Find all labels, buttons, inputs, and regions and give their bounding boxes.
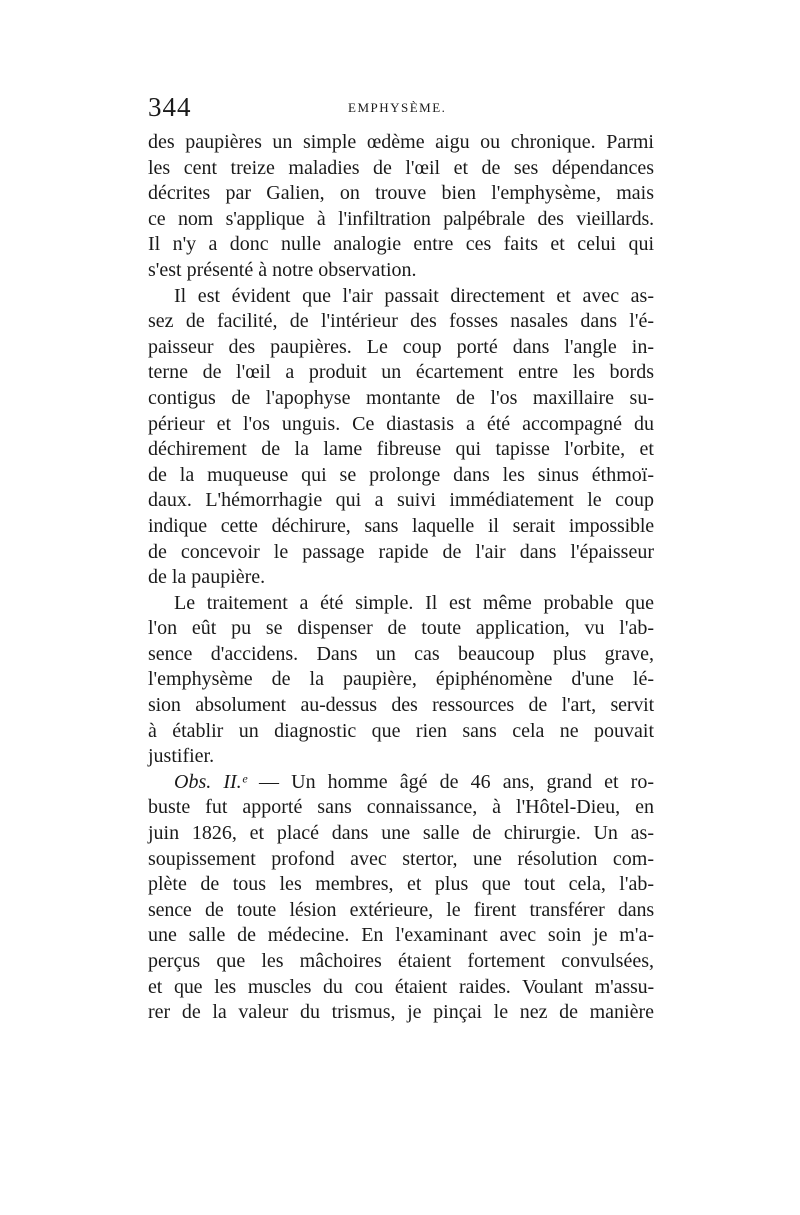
- text-line: de la paupière.: [148, 566, 266, 589]
- text-line: sence de toute lésion extérieure, le firent transférer dans: [148, 898, 654, 921]
- text-line: terne de l'œil a produit un écartement entre les bords: [148, 361, 654, 384]
- text-line: de concevoir le passage rapide de l'air dans l'épaisseur: [148, 540, 654, 563]
- text-line: Il est évident que l'air passait directement et avec as-: [174, 284, 654, 307]
- text-line: [148, 770, 654, 796]
- text-line: l'on eût pu se dispenser de toute application, vu l'ab-: [148, 617, 654, 640]
- text-line: décrites par Galien, on trouve bien l'emphysème, mais: [148, 182, 654, 205]
- text-line: Le traitement a été simple. Il est même probable que: [174, 591, 654, 614]
- page-header: [148, 92, 658, 122]
- text-line: justifier.: [148, 745, 215, 768]
- observation-text: — Un homme âgé de 46 ans, grand et ro-: [259, 770, 655, 793]
- text-line: buste fut apporté sans connaissance, à l'Hôtel-Dieu, en: [148, 796, 654, 819]
- text-line: plète de tous les membres, et plus que tout cela, l'ab-: [148, 873, 654, 896]
- text-line: paisseur des paupières. Le coup porté dans l'angle in-: [148, 335, 654, 358]
- text-line: Il n'y a donc nulle analogie entre ces faits et celui qui: [148, 233, 654, 256]
- text-line: l'emphysème de la paupière, épiphénomène d'une lé-: [148, 668, 654, 691]
- running-head: EMPHYSÈME.: [348, 100, 447, 115]
- text-line: à établir un diagnostic que rien sans cela ne pouvait: [148, 719, 654, 742]
- text-line: des paupières un simple œdème aigu ou chronique. Parmi: [148, 131, 654, 153]
- text-line: rer de la valeur du trismus, je pinçai le nez de manière: [148, 1001, 654, 1024]
- text-line: perçus que les mâchoires étaient fortement convulsées,: [148, 950, 654, 972]
- body-text: [148, 130, 654, 1026]
- text-line: les cent treize maladies de l'œil et de ses dépendances: [148, 156, 654, 179]
- text-line: indique cette déchirure, sans laquelle il serait impossible: [148, 514, 654, 537]
- text-line: de la muqueuse qui se prolonge dans les sinus éthmoï-: [148, 463, 654, 486]
- text-line: daux. L'hémorrhagie qui a suivi immédiatement le coup: [148, 489, 654, 512]
- text-line: déchirement de la lame fibreuse qui tapisse l'orbite, et: [148, 438, 654, 461]
- text-line: s'est présenté à notre observation.: [148, 258, 417, 281]
- text-line: sion absolument au-dessus des ressources de l'art, servit: [148, 694, 654, 717]
- text-line: juin 1826, et placé dans une salle de chirurgie. Un as-: [148, 822, 654, 845]
- text-line: contigus de l'apophyse montante de l'os maxillaire su-: [148, 386, 654, 409]
- text-line: ce nom s'applique à l'infiltration palpébrale des vieillards.: [148, 207, 654, 230]
- text-line: et que les muscles du cou étaient raides. Voulant m'assu-: [148, 975, 654, 998]
- text-line: sez de facilité, de l'intérieur des fosses nasales dans l'é-: [148, 310, 654, 333]
- page-number: 344: [148, 92, 192, 122]
- text-line: une salle de médecine. En l'examinant avec soin je m'a-: [148, 924, 654, 947]
- text-line: périeur et l'os unguis. Ce diastasis a été accompagné du: [148, 412, 654, 435]
- text-line: soupissement profond avec stertor, une résolution com-: [148, 847, 654, 870]
- observation-label: Obs. II.ᵉ: [174, 770, 247, 793]
- text-line: sence d'accidens. Dans un cas beaucoup plus grave,: [148, 642, 654, 665]
